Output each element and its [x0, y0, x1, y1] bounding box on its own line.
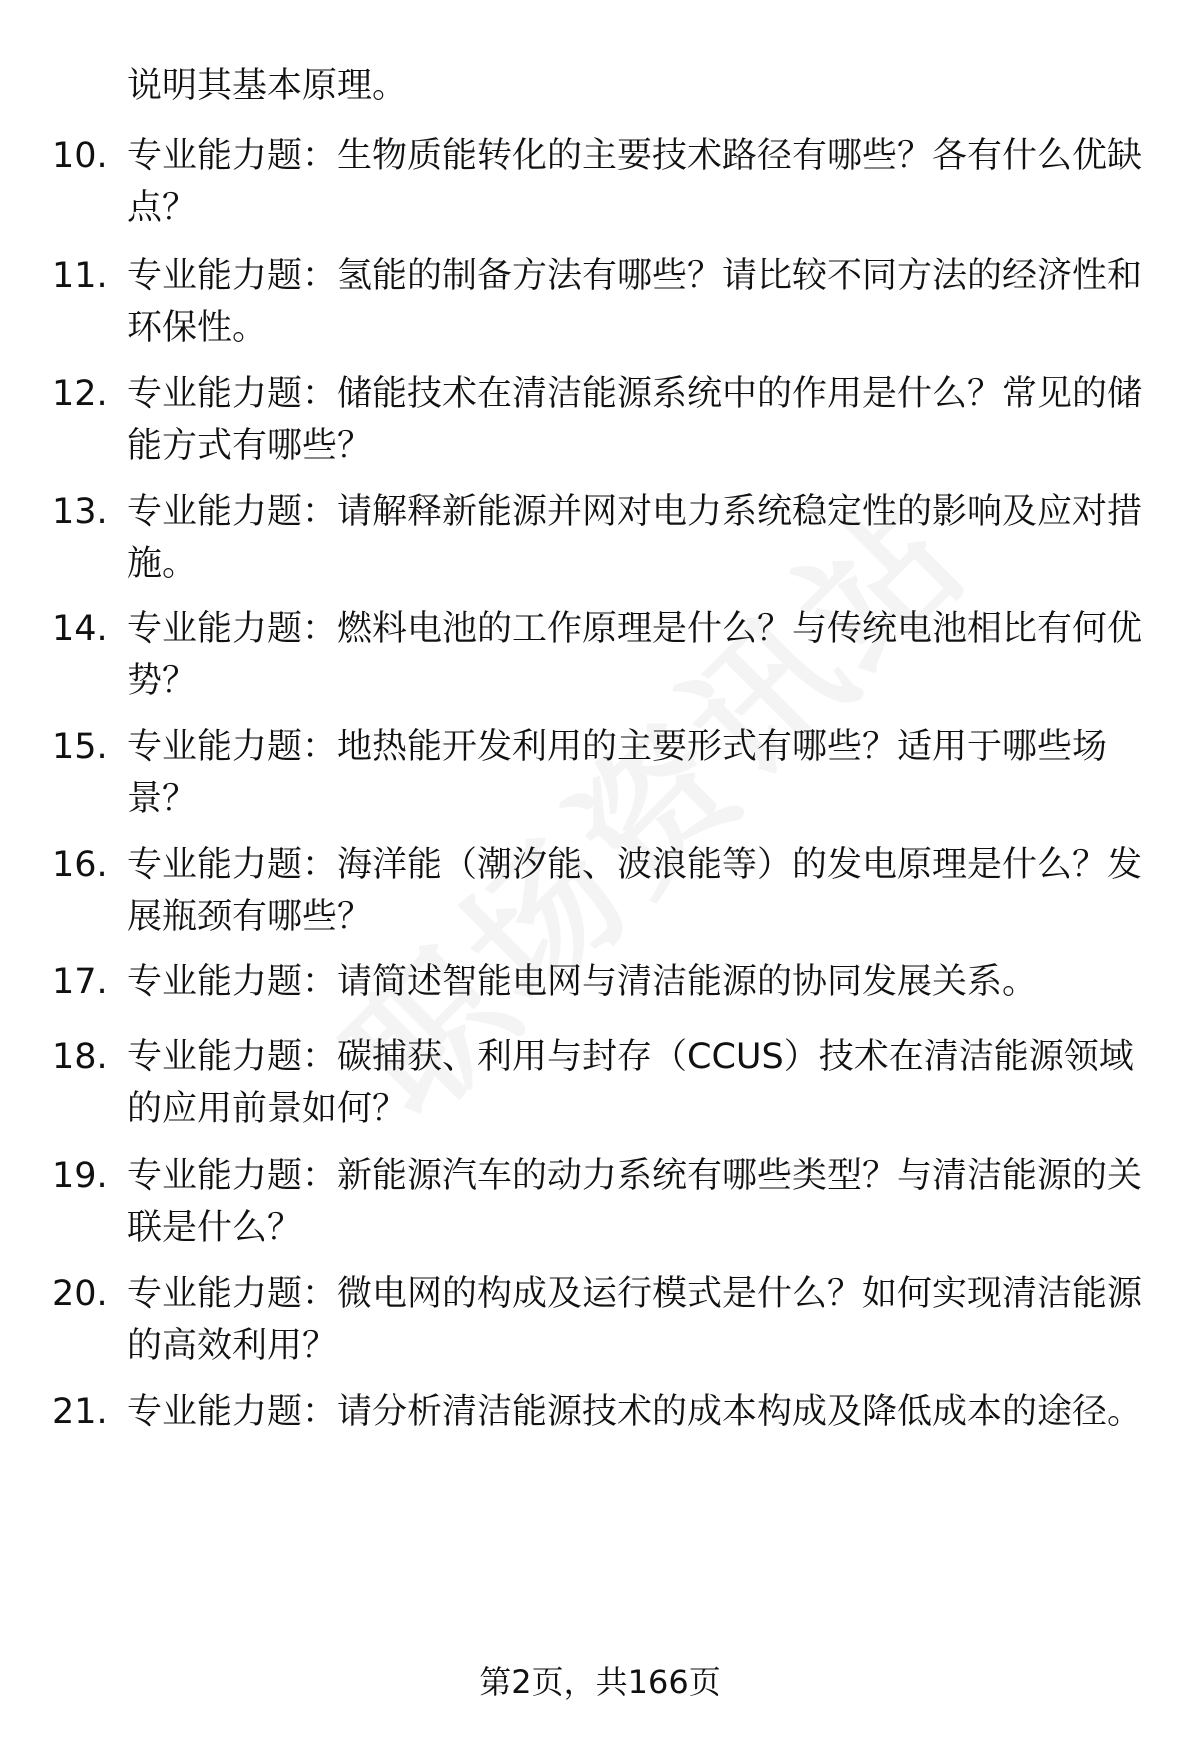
question-number: 15.: [52, 727, 108, 767]
question-text: 专业能力题：海洋能（潮汐能、波浪能等）的发电原理是什么？发展瓶颈有哪些？: [127, 845, 1143, 937]
page-footer: 第2页，共166页: [479, 1663, 721, 1701]
question-text: 专业能力题：燃料电池的工作原理是什么？与传统电池相比有何优势？: [127, 609, 1143, 701]
question-item-18: [0, 1031, 1200, 1141]
question-item-16: [0, 839, 1200, 949]
question-number: 19.: [52, 1156, 108, 1196]
question-item-15: [0, 721, 1200, 831]
question-item-11: [0, 250, 1200, 360]
continuation-text: 说明其基本原理。: [127, 66, 408, 106]
question-item-14: [0, 603, 1200, 713]
question-number: 20.: [52, 1274, 108, 1314]
question-item-12: [0, 368, 1200, 478]
question-item-19: [0, 1150, 1200, 1260]
question-item-21: [0, 1386, 1200, 1496]
question-text: 专业能力题：请简述智能电网与清洁能源的协同发展关系。: [127, 962, 1038, 1002]
question-number: 11.: [52, 256, 108, 296]
question-item-13: [0, 486, 1200, 596]
question-text: 专业能力题：新能源汽车的动力系统有哪些类型？与清洁能源的关联是什么？: [127, 1156, 1143, 1248]
question-text: 专业能力题：微电网的构成及运行模式是什么？如何实现清洁能源的高效利用？: [127, 1274, 1143, 1366]
question-text: 专业能力题：地热能开发利用的主要形式有哪些？适用于哪些场景？: [127, 727, 1108, 819]
question-item-10: [0, 130, 1200, 240]
question-number: 21.: [52, 1392, 108, 1432]
question-text: 专业能力题：碳捕获、利用与封存（CCUS）技术在清洁能源领域的应用前景如何？: [127, 1037, 1134, 1129]
question-text: 专业能力题：请分析清洁能源技术的成本构成及降低成本的途径。: [127, 1392, 1143, 1432]
question-number: 18.: [52, 1037, 108, 1077]
question-number: 10.: [52, 136, 108, 176]
question-number: 13.: [52, 492, 108, 532]
question-item-20: [0, 1268, 1200, 1378]
question-number: 16.: [52, 845, 108, 885]
question-number: 14.: [52, 609, 108, 649]
question-text: 专业能力题：生物质能转化的主要技术路径有哪些？各有什么优缺点？: [127, 136, 1143, 228]
question-text: 专业能力题：请解释新能源并网对电力系统稳定性的影响及应对措施。: [127, 492, 1143, 584]
question-text: 专业能力题：储能技术在清洁能源系统中的作用是什么？常见的储能方式有哪些？: [127, 374, 1143, 466]
question-text: 专业能力题：氢能的制备方法有哪些？请比较不同方法的经济性和环保性。: [127, 256, 1143, 348]
question-number: 12.: [52, 374, 108, 414]
question-number: 17.: [52, 962, 108, 1002]
